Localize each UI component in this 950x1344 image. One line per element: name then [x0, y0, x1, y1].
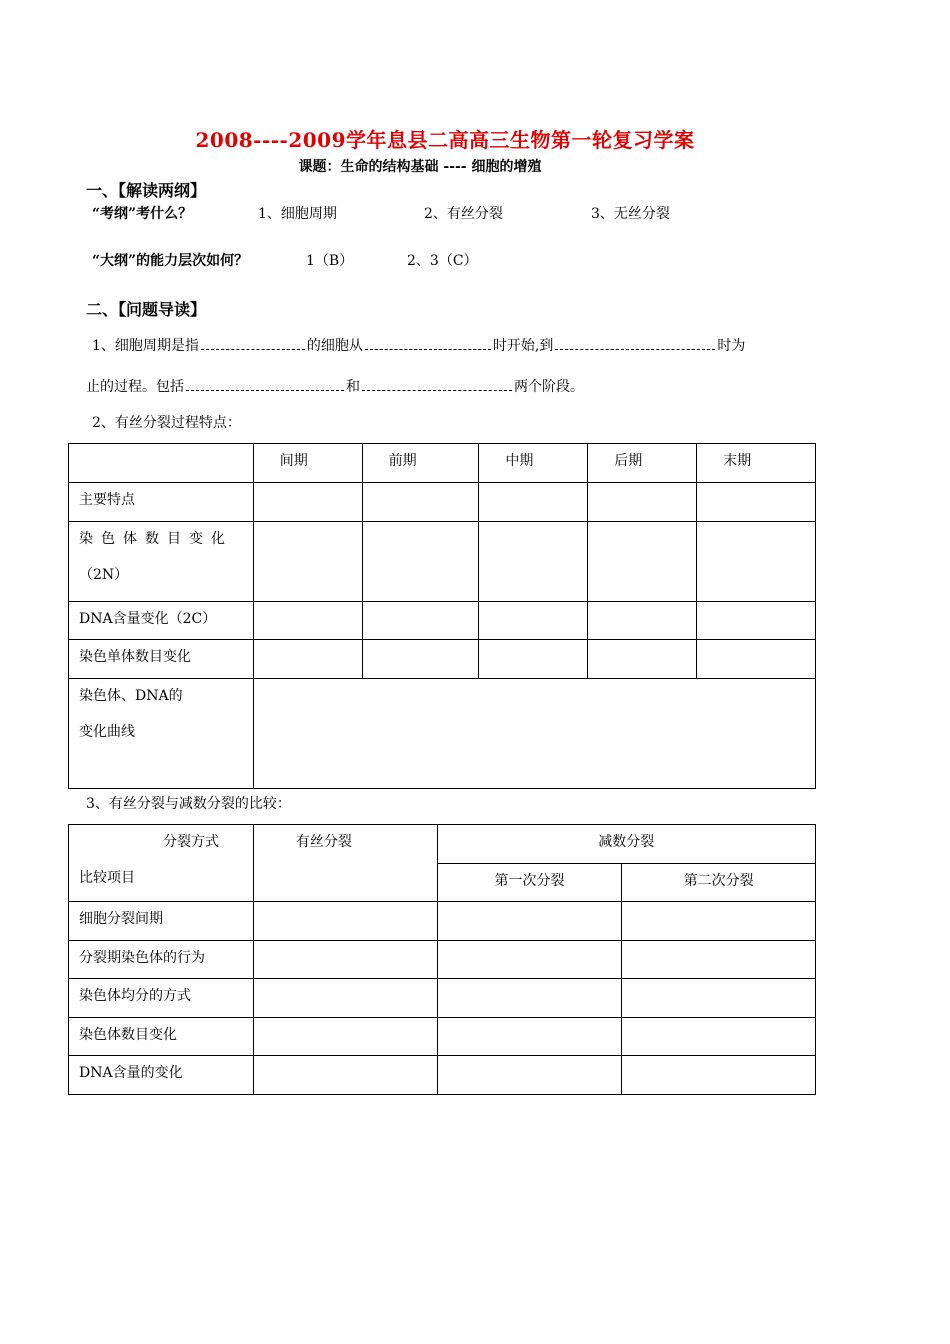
answer-cell[interactable] [697, 640, 816, 679]
fill-blank-5[interactable] [362, 380, 512, 391]
q1-text-7: 两个阶段。 [514, 379, 584, 395]
header-metaphase: 中期 [479, 444, 588, 483]
header-first-division: 第一次分裂 [437, 864, 622, 902]
curve-drawing-area[interactable] [253, 679, 815, 789]
table-row [69, 902, 816, 941]
answer-cell[interactable] [253, 1018, 437, 1056]
document-subtitle: 课题：生命的结构基础 ---- 细胞的增殖 [298, 159, 542, 175]
fill-blank-2[interactable] [365, 339, 491, 350]
answer-cell[interactable] [588, 522, 697, 602]
fill-blank-4[interactable] [186, 380, 344, 391]
answer-cell[interactable] [253, 941, 437, 979]
header-meiosis: 减数分裂 [437, 825, 815, 864]
answer-cell[interactable] [588, 640, 697, 679]
row-label-chromosome-behavior: 分裂期染色体的行为 [69, 941, 254, 979]
table-row [69, 483, 816, 522]
level-item-2: 2、3（C） [407, 253, 478, 269]
answer-cell[interactable] [437, 941, 622, 979]
answer-cell[interactable] [253, 1056, 437, 1095]
table-row [69, 979, 816, 1018]
row-label-interphase: 细胞分裂间期 [69, 902, 254, 941]
table-row [69, 1018, 816, 1056]
answer-cell[interactable] [479, 522, 588, 602]
row-label-curve-line1: 染色体、DNA的 [79, 688, 183, 704]
table-row [69, 1056, 816, 1095]
row-label-chromatid-count: 染色单体数目变化 [69, 640, 254, 679]
answer-cell[interactable] [479, 602, 588, 640]
answer-cell[interactable] [253, 979, 437, 1018]
header-anaphase: 后期 [588, 444, 697, 483]
mitosis-stages-table [68, 443, 816, 789]
exam-item-1: 1、细胞周期 [258, 206, 337, 222]
answer-cell[interactable] [622, 1018, 816, 1056]
row-label-chromosome-count [69, 522, 254, 602]
answer-cell[interactable] [362, 602, 479, 640]
header-interphase: 间期 [253, 444, 362, 483]
table-row [69, 679, 816, 789]
q1-text-2: 的细胞从 [306, 338, 363, 354]
row-label-dna-content: DNA含量变化（2C） [69, 602, 254, 640]
answer-cell[interactable] [253, 902, 437, 941]
row-label-chromosome-count-change: 染色体数目变化 [69, 1018, 254, 1056]
answer-cell[interactable] [253, 640, 362, 679]
question2-label: 2、有丝分裂过程特点： [92, 415, 241, 431]
q1-text-3: 时开始,到 [492, 338, 554, 354]
answer-cell[interactable] [622, 1056, 816, 1095]
answer-cell[interactable] [362, 640, 479, 679]
answer-cell[interactable] [362, 483, 479, 522]
answer-cell[interactable] [437, 979, 622, 1018]
answer-cell[interactable] [588, 602, 697, 640]
row-label-chromosome-count-unit: （2N） [79, 567, 129, 583]
exam-outline-label: “考纲”考什么？ [92, 206, 193, 222]
answer-cell[interactable] [622, 941, 816, 979]
answer-cell[interactable] [437, 1056, 622, 1095]
header-corner-cell [69, 825, 254, 902]
answer-cell[interactable] [697, 522, 816, 602]
answer-cell[interactable] [479, 483, 588, 522]
header-mitosis: 有丝分裂 [253, 825, 437, 902]
answer-cell[interactable] [437, 1018, 622, 1056]
header-empty-cell [69, 444, 254, 483]
row-label-main-features: 主要特点 [69, 483, 254, 522]
q1-text-6: 和 [346, 379, 360, 395]
q1-text-4: 时为 [717, 338, 746, 354]
document-title: 2008----2009学年息县二高高三生物第一轮复习学案 [195, 128, 695, 152]
row-label-curve [69, 679, 254, 789]
exam-item-2: 2、有丝分裂 [424, 206, 503, 222]
row-label-chromosome-count-text: 染色体数目变化 [79, 531, 233, 547]
question1-line1 [92, 335, 745, 355]
q1-text-5: 止的过程。包括 [86, 379, 184, 395]
fill-blank-3[interactable] [555, 339, 715, 350]
mitosis-meiosis-comparison-table [68, 824, 816, 1095]
row-label-curve-line2: 变化曲线 [79, 724, 135, 740]
level-item-1: 1（B） [306, 253, 354, 269]
header-second-division: 第二次分裂 [622, 864, 816, 902]
row-label-segregation-mode: 染色体均分的方式 [69, 979, 254, 1018]
answer-cell[interactable] [253, 483, 362, 522]
exam-item-3: 3、无丝分裂 [591, 206, 670, 222]
section1-heading: 一、【解读两纲】 [86, 181, 207, 200]
answer-cell[interactable] [622, 979, 816, 1018]
answer-cell[interactable] [697, 483, 816, 522]
header-telophase: 末期 [697, 444, 816, 483]
table-header-row [69, 825, 816, 864]
question3-label: 3、有丝分裂与减数分裂的比较： [86, 796, 291, 812]
answer-cell[interactable] [253, 522, 362, 602]
row-label-dna-change: DNA含量的变化 [69, 1056, 254, 1095]
corner-label-comparison-item: 比较项目 [79, 870, 135, 886]
header-prophase: 前期 [362, 444, 479, 483]
table-row [69, 522, 816, 602]
answer-cell[interactable] [622, 902, 816, 941]
answer-cell[interactable] [479, 640, 588, 679]
table-row [69, 941, 816, 979]
table-header-row [69, 444, 816, 483]
q1-text-1: 1、细胞周期是指 [92, 338, 199, 354]
answer-cell[interactable] [253, 602, 362, 640]
answer-cell[interactable] [588, 483, 697, 522]
section2-heading: 二、【问题导读】 [86, 300, 207, 319]
answer-cell[interactable] [697, 602, 816, 640]
question1-line2 [86, 376, 584, 396]
fill-blank-1[interactable] [201, 339, 305, 350]
answer-cell[interactable] [437, 902, 622, 941]
ability-level-label: “大纲”的能力层次如何？ [92, 253, 249, 269]
answer-cell[interactable] [362, 522, 479, 602]
corner-label-division-mode: 分裂方式 [163, 834, 219, 850]
table-row [69, 602, 816, 640]
table-row [69, 640, 816, 679]
